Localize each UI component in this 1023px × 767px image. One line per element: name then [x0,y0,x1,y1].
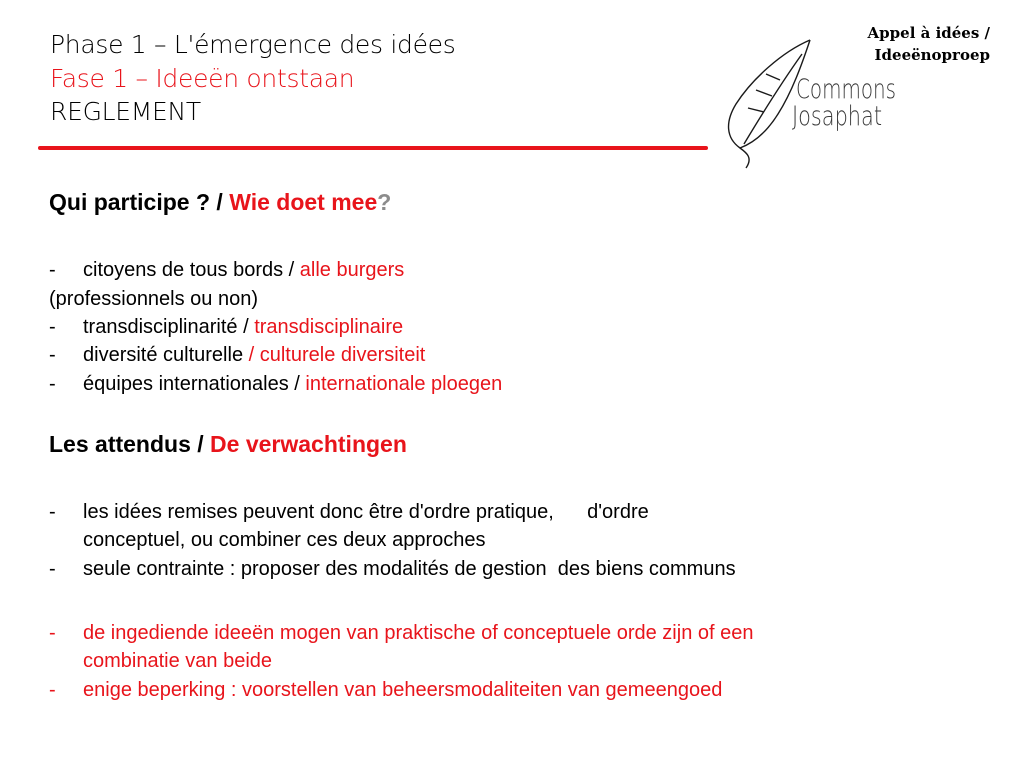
commons-josaphat-logo [722,34,907,170]
bullet-dash: - [49,679,56,701]
title-reglement: REGLEMENT [50,97,201,126]
item-text-line1: enige beperking : voorstellen van beheersmodaliteiten van gemeengoed [83,679,723,701]
item-text: (professionnels ou non) [49,288,259,310]
item-text-nl: / culturele diversiteit [248,344,426,366]
title-underline [38,146,708,150]
item-text-line1: les idées remises peuvent donc être d'ordre pratique, d'ordre [83,501,649,523]
item-text-line1: de ingediende ideeën mogen van praktische of conceptuele orde zijn of een [83,622,754,644]
item-text-nl: internationale ploegen [305,373,503,395]
logo-josaphat: Josaphat [792,101,882,132]
bullet-dash: - [49,501,56,523]
item-text-line2: conceptuel, ou combiner ces deux approches [83,529,486,551]
bullet-dash: - [49,558,56,580]
bullet-dash: - [49,373,56,395]
section2-heading-nl: De verwachtingen [210,431,407,457]
section2-heading-sep: / [190,431,211,457]
bullet-dash: - [49,259,56,281]
item-text-fr: diversité culturelle [83,344,249,366]
bullet-dash: - [49,316,56,338]
item-text-fr: citoyens de tous bords / [83,259,300,281]
item-text-nl: alle burgers [299,259,405,281]
section2-heading [49,431,407,458]
item-text-fr: équipes internationales / [83,373,306,395]
title-dutch: Fase 1 – Ideeën ontstaan [50,64,355,93]
section2-heading-fr: Les attendus [49,431,191,457]
list-item [49,287,258,311]
item-text-nl: transdisciplinaire [254,316,404,338]
tag-line-2: Ideeënoproep [874,46,990,64]
bullet-dash: - [49,344,56,366]
section1-heading-question: ? [377,189,392,215]
bullet-dash: - [49,622,56,644]
item-text-line2: combinatie van beide [83,650,273,672]
section1-heading-fr: Qui participe ? [49,189,211,215]
section1-heading-nl: Wie doet mee [229,189,378,215]
item-text-fr: transdisciplinarité / [83,316,255,338]
item-text-line1: seule contrainte : proposer des modalités de gestion des biens communs [83,558,736,580]
logo-commons: Commons [796,74,896,105]
tag-line-1: Appel à idées / [867,24,990,42]
section1-heading [49,189,391,216]
title-french: Phase 1 – L'émergence des idées [50,30,456,59]
section1-heading-sep: / [210,189,230,215]
